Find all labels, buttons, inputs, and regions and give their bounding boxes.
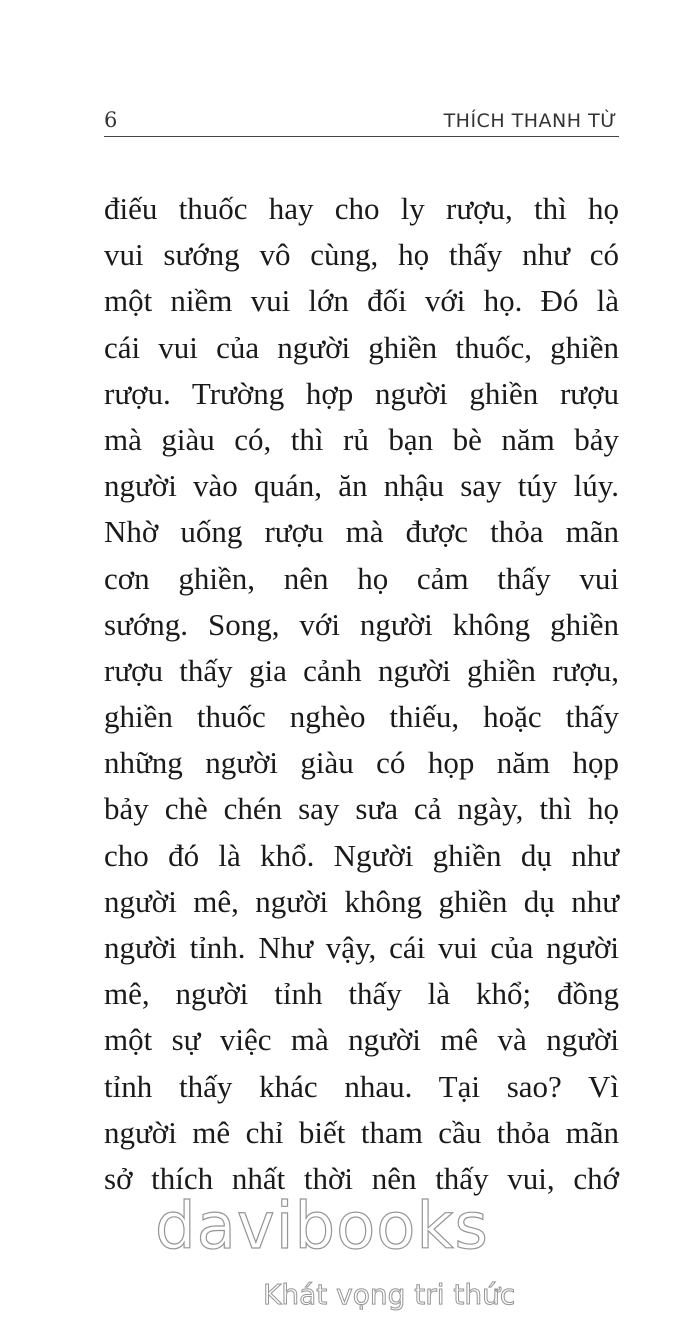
running-head: THÍCH THANH TỪ bbox=[443, 110, 617, 132]
watermark-tagline: Khát vọng tri thức bbox=[263, 1278, 516, 1311]
text-line: cơn ghiền, nên họ cảm thấy vui bbox=[104, 560, 619, 596]
text-line: một niềm vui lớn đối với họ. Đó là bbox=[104, 283, 619, 319]
text-line: bảy chè chén say sưa cả ngày, thì họ bbox=[104, 791, 619, 827]
text-line: rượu thấy gia cảnh người ghiền rượu, bbox=[104, 652, 619, 688]
text-line: người tỉnh. Như vậy, cái vui của người bbox=[104, 930, 619, 965]
text-line: mê, người tỉnh thấy là khổ; đồng bbox=[104, 976, 619, 1012]
text-line: cho đó là khổ. Người ghiền dụ như bbox=[104, 837, 619, 873]
text-line: cái vui của người ghiền thuốc, ghiền bbox=[104, 329, 619, 365]
text-line: ghiền thuốc nghèo thiếu, hoặc thấy bbox=[104, 699, 619, 735]
text-line: vui sướng vô cùng, họ thấy như có bbox=[104, 237, 619, 273]
publisher-watermark bbox=[155, 1190, 555, 1320]
text-line: những người giàu có họp năm họp bbox=[104, 745, 619, 781]
text-line: người vào quán, ăn nhậu say túy lúy. bbox=[104, 468, 619, 504]
text-line: rượu. Trường hợp người ghiền rượu bbox=[104, 375, 619, 411]
text-line: người mê chỉ biết tham cầu thỏa mãn bbox=[104, 1114, 619, 1150]
text-line: Nhờ uống rượu mà được thỏa mãn bbox=[104, 514, 619, 550]
text-line: một sự việc mà người mê và người bbox=[104, 1022, 619, 1058]
watermark-logo: davibooks bbox=[155, 1190, 489, 1264]
page-header bbox=[104, 108, 619, 137]
page-number: 6 bbox=[104, 108, 118, 132]
body-text bbox=[104, 186, 624, 1202]
text-line: sướng. Song, với người không ghiền bbox=[104, 606, 619, 642]
text-line: mà giàu có, thì rủ bạn bè năm bảy bbox=[104, 421, 619, 457]
text-line: điếu thuốc hay cho ly rượu, thì họ bbox=[104, 191, 619, 226]
text-line: sở thích nhất thời nên thấy vui, chớ bbox=[104, 1160, 619, 1196]
text-line: tỉnh thấy khác nhau. Tại sao? Vì bbox=[104, 1068, 619, 1104]
text-line: người mê, người không ghiền dụ như bbox=[104, 883, 619, 919]
